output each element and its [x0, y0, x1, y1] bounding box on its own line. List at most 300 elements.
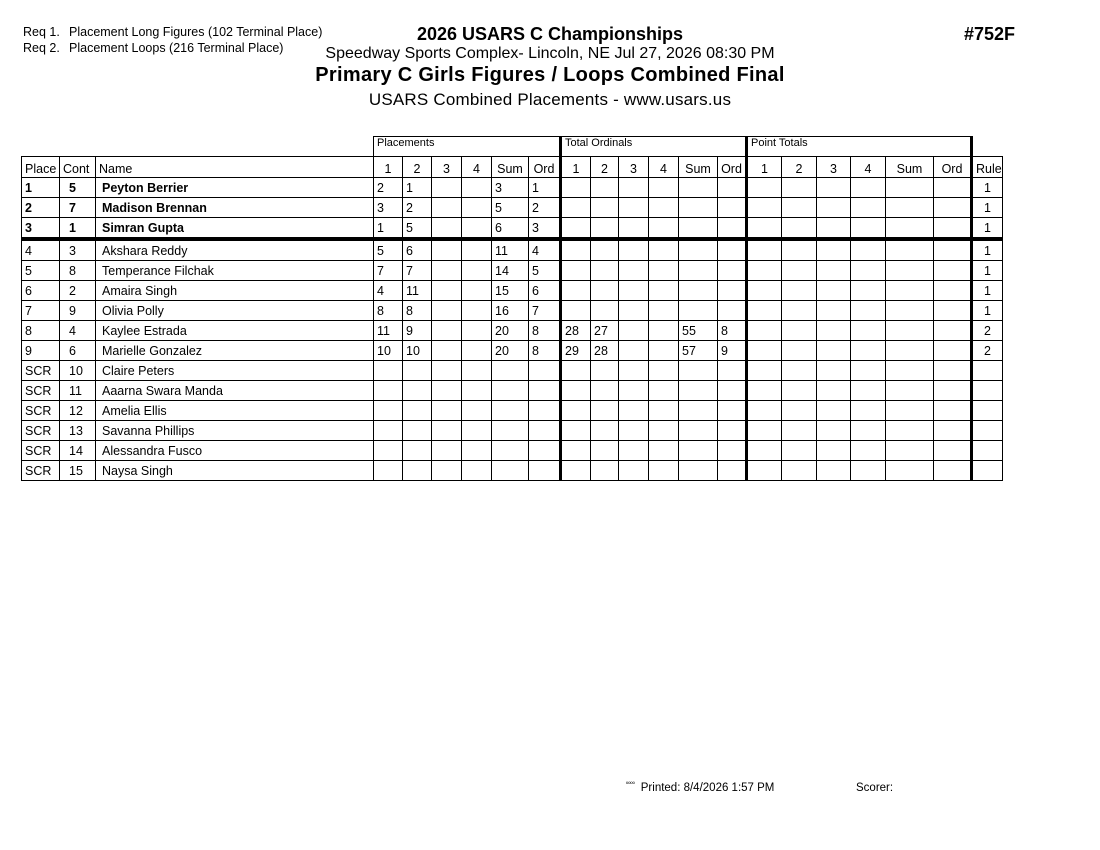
cell-points-3 — [817, 381, 851, 401]
cell-points-sum — [886, 441, 934, 461]
cell-placement-1 — [374, 401, 403, 421]
cell-placement-1 — [374, 461, 403, 481]
cell-points-sum — [886, 381, 934, 401]
cell-points-sum — [886, 178, 934, 198]
cell-points-4 — [851, 281, 886, 301]
cell-points-2 — [782, 421, 817, 441]
cell-points-1 — [747, 341, 782, 361]
cell-name: Olivia Polly — [96, 301, 374, 321]
cell-rule: 1 — [972, 218, 1003, 240]
cell-placement-ord: 5 — [529, 261, 561, 281]
cell-rule — [972, 361, 1003, 381]
cell-ordinal-1: 28 — [561, 321, 591, 341]
cell-points-sum — [886, 261, 934, 281]
cell-ordinal-4 — [649, 198, 679, 218]
cell-points-ord — [934, 441, 972, 461]
cell-placement-2: 10 — [403, 341, 432, 361]
cell-points-sum — [886, 239, 934, 261]
cell-points-1 — [747, 321, 782, 341]
cell-name: Savanna Phillips — [96, 421, 374, 441]
cell-placement-ord: 6 — [529, 281, 561, 301]
cell-placement-sum — [492, 441, 529, 461]
cell-ordinal-3 — [619, 281, 649, 301]
results-table — [21, 136, 1003, 481]
cell-points-3 — [817, 239, 851, 261]
group-header-row — [22, 137, 1003, 157]
cell-place: SCR — [22, 461, 60, 481]
cell-placement-ord — [529, 381, 561, 401]
cell-ordinal-sum — [679, 218, 718, 240]
cell-ordinal-1 — [561, 421, 591, 441]
cell-ordinal-4 — [649, 361, 679, 381]
cell-place: 7 — [22, 301, 60, 321]
cell-placement-sum: 14 — [492, 261, 529, 281]
cell-points-sum — [886, 321, 934, 341]
cell-placement-1 — [374, 421, 403, 441]
cell-ordinal-3 — [619, 261, 649, 281]
cell-points-1 — [747, 441, 782, 461]
event-number: #752F — [964, 24, 1016, 44]
cell-points-2 — [782, 198, 817, 218]
col-name: Name — [96, 157, 374, 178]
cell-place: SCR — [22, 381, 60, 401]
column-header-row — [22, 157, 1003, 178]
cell-cont: 4 — [60, 321, 96, 341]
cell-points-1 — [747, 361, 782, 381]
cell-placement-1: 7 — [374, 261, 403, 281]
col-ordinal-ord: Ord — [718, 157, 747, 178]
cell-ordinal-ord — [718, 421, 747, 441]
cell-ordinal-1 — [561, 178, 591, 198]
cell-placement-2 — [403, 381, 432, 401]
cell-points-3 — [817, 301, 851, 321]
cell-placement-1 — [374, 381, 403, 401]
col-ordinal-1: 1 — [561, 157, 591, 178]
cell-ordinal-sum — [679, 261, 718, 281]
cell-placement-4 — [462, 198, 492, 218]
cell-placement-3 — [432, 441, 462, 461]
cell-placement-sum: 5 — [492, 198, 529, 218]
cell-placement-sum — [492, 381, 529, 401]
cell-name: Naysa Singh — [96, 461, 374, 481]
cell-points-ord — [934, 261, 972, 281]
cell-name: Aaarna Swara Manda — [96, 381, 374, 401]
cell-placement-ord — [529, 441, 561, 461]
cell-points-3 — [817, 401, 851, 421]
cell-placement-4 — [462, 361, 492, 381]
cell-placement-1: 11 — [374, 321, 403, 341]
cell-ordinal-3 — [619, 421, 649, 441]
group-placements: Placements — [374, 137, 561, 157]
col-place: Place — [22, 157, 60, 178]
cell-placement-3 — [432, 301, 462, 321]
cell-ordinal-1: 29 — [561, 341, 591, 361]
cell-ordinal-2 — [591, 441, 619, 461]
cell-placement-sum — [492, 421, 529, 441]
cell-ordinal-ord — [718, 261, 747, 281]
col-ordinal-2: 2 — [591, 157, 619, 178]
cell-placement-2: 6 — [403, 239, 432, 261]
cell-ordinal-4 — [649, 421, 679, 441]
requirement-1-text: Placement Long Figures (102 Terminal Place) — [69, 25, 323, 39]
cell-ordinal-ord — [718, 281, 747, 301]
cell-points-2 — [782, 321, 817, 341]
cell-points-1 — [747, 301, 782, 321]
cell-ordinal-ord — [718, 239, 747, 261]
cell-name: Claire Peters — [96, 361, 374, 381]
cell-ordinal-3 — [619, 239, 649, 261]
cell-placement-3 — [432, 261, 462, 281]
table-row — [22, 361, 1003, 381]
col-points-sum: Sum — [886, 157, 934, 178]
cell-placement-1: 10 — [374, 341, 403, 361]
cell-points-sum — [886, 421, 934, 441]
cell-rule — [972, 421, 1003, 441]
cell-points-3 — [817, 341, 851, 361]
cell-placement-ord: 2 — [529, 198, 561, 218]
cell-cont: 15 — [60, 461, 96, 481]
cell-place: 2 — [22, 198, 60, 218]
col-placement-3: 3 — [432, 157, 462, 178]
cell-placement-sum: 3 — [492, 178, 529, 198]
scorer-label: Scorer: — [856, 782, 894, 794]
cell-place: SCR — [22, 361, 60, 381]
table-row — [22, 461, 1003, 481]
cell-placement-sum: 15 — [492, 281, 529, 301]
cell-ordinal-1 — [561, 361, 591, 381]
cell-points-ord — [934, 341, 972, 361]
cell-place: 9 — [22, 341, 60, 361]
cell-points-2 — [782, 281, 817, 301]
cell-placement-ord — [529, 361, 561, 381]
cell-placement-4 — [462, 441, 492, 461]
cell-points-ord — [934, 281, 972, 301]
cell-points-1 — [747, 381, 782, 401]
cell-ordinal-ord — [718, 361, 747, 381]
cell-points-ord — [934, 178, 972, 198]
cell-ordinal-2 — [591, 381, 619, 401]
col-placement-4: 4 — [462, 157, 492, 178]
col-ordinal-4: 4 — [649, 157, 679, 178]
cell-ordinal-sum — [679, 361, 718, 381]
cell-ordinal-2 — [591, 281, 619, 301]
cell-ordinal-3 — [619, 461, 649, 481]
cell-name: Peyton Berrier — [96, 178, 374, 198]
cell-ordinal-4 — [649, 281, 679, 301]
cell-placement-1: 2 — [374, 178, 403, 198]
cell-ordinal-4 — [649, 461, 679, 481]
cell-points-3 — [817, 441, 851, 461]
cell-points-4 — [851, 321, 886, 341]
requirement-2-tag: Req 2. — [23, 41, 60, 55]
cell-ordinal-sum — [679, 381, 718, 401]
cell-points-2 — [782, 341, 817, 361]
cell-points-ord — [934, 198, 972, 218]
cell-placement-3 — [432, 461, 462, 481]
cell-placement-sum — [492, 401, 529, 421]
cell-placement-4 — [462, 321, 492, 341]
cell-points-ord — [934, 361, 972, 381]
cell-placement-2: 7 — [403, 261, 432, 281]
table-row — [22, 341, 1003, 361]
cell-ordinal-ord — [718, 401, 747, 421]
cell-ordinal-ord — [718, 461, 747, 481]
col-points-2: 2 — [782, 157, 817, 178]
cell-placement-sum — [492, 361, 529, 381]
cell-rule: 1 — [972, 178, 1003, 198]
cell-ordinal-3 — [619, 441, 649, 461]
cell-ordinal-sum — [679, 178, 718, 198]
table-row — [22, 239, 1003, 261]
cell-ordinal-sum: 57 — [679, 341, 718, 361]
cell-ordinal-3 — [619, 321, 649, 341]
col-cont: Cont — [60, 157, 96, 178]
cell-place: 5 — [22, 261, 60, 281]
cell-ordinal-1 — [561, 198, 591, 218]
cell-cont: 12 — [60, 401, 96, 421]
cell-ordinal-3 — [619, 218, 649, 240]
cell-placement-ord — [529, 421, 561, 441]
cell-ordinal-sum — [679, 301, 718, 321]
cell-ordinal-2 — [591, 198, 619, 218]
printed-stamp — [626, 782, 774, 794]
cell-placement-2: 9 — [403, 321, 432, 341]
cell-rule: 1 — [972, 261, 1003, 281]
cell-ordinal-4 — [649, 218, 679, 240]
cell-placement-2 — [403, 401, 432, 421]
cell-points-sum — [886, 218, 934, 240]
cell-cont: 8 — [60, 261, 96, 281]
event-title: Primary C Girls Figures / Loops Combined Final — [315, 64, 785, 86]
cell-ordinal-2 — [591, 361, 619, 381]
cell-points-sum — [886, 361, 934, 381]
col-points-4: 4 — [851, 157, 886, 178]
cell-cont: 11 — [60, 381, 96, 401]
cell-points-4 — [851, 198, 886, 218]
cell-placement-4 — [462, 239, 492, 261]
col-points-ord: Ord — [934, 157, 972, 178]
cell-points-3 — [817, 361, 851, 381]
col-placement-sum: Sum — [492, 157, 529, 178]
cell-points-1 — [747, 421, 782, 441]
cell-points-4 — [851, 239, 886, 261]
cell-ordinal-3 — [619, 178, 649, 198]
cell-placement-ord: 3 — [529, 218, 561, 240]
cell-points-4 — [851, 178, 886, 198]
cell-points-ord — [934, 401, 972, 421]
cell-placement-3 — [432, 381, 462, 401]
cell-placement-ord — [529, 401, 561, 421]
cell-points-ord — [934, 461, 972, 481]
cell-name: Temperance Filchak — [96, 261, 374, 281]
cell-ordinal-3 — [619, 301, 649, 321]
cell-placement-4 — [462, 421, 492, 441]
cell-placement-1 — [374, 361, 403, 381]
cell-cont: 10 — [60, 361, 96, 381]
cell-placement-4 — [462, 341, 492, 361]
cell-points-sum — [886, 198, 934, 218]
cell-rule: 2 — [972, 321, 1003, 341]
col-rule: Rule — [972, 157, 1003, 178]
cell-placement-4 — [462, 178, 492, 198]
cell-placement-2: 8 — [403, 301, 432, 321]
cell-points-2 — [782, 178, 817, 198]
cell-ordinal-ord — [718, 381, 747, 401]
cell-placement-2: 11 — [403, 281, 432, 301]
cell-points-4 — [851, 381, 886, 401]
cell-ordinal-2: 28 — [591, 341, 619, 361]
cell-ordinal-1 — [561, 301, 591, 321]
cell-points-1 — [747, 178, 782, 198]
cell-placement-4 — [462, 281, 492, 301]
venue-line: Speedway Sports Complex- Lincoln, NE Jul 27, 2026 08:30 PM — [325, 45, 775, 62]
cell-ordinal-4 — [649, 441, 679, 461]
cell-ordinal-1 — [561, 381, 591, 401]
cell-place: 6 — [22, 281, 60, 301]
cell-ordinal-4 — [649, 261, 679, 281]
cell-placement-1: 8 — [374, 301, 403, 321]
table-row — [22, 281, 1003, 301]
cell-cont: 13 — [60, 421, 96, 441]
cell-placement-ord — [529, 461, 561, 481]
cell-ordinal-2: 27 — [591, 321, 619, 341]
cell-points-1 — [747, 281, 782, 301]
cell-points-3 — [817, 261, 851, 281]
cell-placement-sum: 6 — [492, 218, 529, 240]
table-row — [22, 301, 1003, 321]
cell-points-3 — [817, 198, 851, 218]
cell-points-ord — [934, 239, 972, 261]
cell-points-2 — [782, 239, 817, 261]
cell-points-ord — [934, 321, 972, 341]
cell-rule: 1 — [972, 281, 1003, 301]
requirement-1-tag: Req 1. — [23, 25, 60, 39]
cell-placement-2 — [403, 461, 432, 481]
cell-ordinal-3 — [619, 198, 649, 218]
printed-text: Printed: 8/4/2026 1:57 PM — [640, 782, 775, 794]
cell-points-1 — [747, 401, 782, 421]
cell-placement-3 — [432, 198, 462, 218]
cell-placement-ord: 7 — [529, 301, 561, 321]
cell-ordinal-3 — [619, 381, 649, 401]
cell-placement-4 — [462, 218, 492, 240]
cell-placement-sum: 16 — [492, 301, 529, 321]
table-row — [22, 178, 1003, 198]
cell-placement-1: 5 — [374, 239, 403, 261]
cell-name: Akshara Reddy — [96, 239, 374, 261]
printed-code: ºººº — [626, 782, 635, 788]
cell-ordinal-2 — [591, 461, 619, 481]
cell-rule — [972, 401, 1003, 421]
cell-points-3 — [817, 461, 851, 481]
cell-points-3 — [817, 218, 851, 240]
cell-placement-ord: 1 — [529, 178, 561, 198]
cell-placement-3 — [432, 239, 462, 261]
cell-ordinal-sum — [679, 281, 718, 301]
cell-placement-1: 1 — [374, 218, 403, 240]
cell-ordinal-1 — [561, 441, 591, 461]
cell-points-3 — [817, 321, 851, 341]
cell-placement-2 — [403, 441, 432, 461]
cell-name: Alessandra Fusco — [96, 441, 374, 461]
cell-placement-sum: 20 — [492, 341, 529, 361]
cell-points-3 — [817, 178, 851, 198]
cell-ordinal-3 — [619, 361, 649, 381]
cell-ordinal-ord: 9 — [718, 341, 747, 361]
cell-placement-1 — [374, 441, 403, 461]
cell-points-4 — [851, 401, 886, 421]
cell-ordinal-4 — [649, 178, 679, 198]
col-ordinal-sum: Sum — [679, 157, 718, 178]
cell-placement-3 — [432, 361, 462, 381]
cell-placement-4 — [462, 401, 492, 421]
cell-ordinal-ord: 8 — [718, 321, 747, 341]
cell-ordinal-2 — [591, 401, 619, 421]
cell-ordinal-4 — [649, 301, 679, 321]
table-row — [22, 441, 1003, 461]
cell-points-4 — [851, 341, 886, 361]
cell-ordinal-1 — [561, 239, 591, 261]
cell-placement-3 — [432, 401, 462, 421]
cell-points-1 — [747, 198, 782, 218]
cell-name: Amaira Singh — [96, 281, 374, 301]
cell-rule — [972, 461, 1003, 481]
table-row — [22, 401, 1003, 421]
cell-ordinal-4 — [649, 341, 679, 361]
table-row — [22, 421, 1003, 441]
cell-ordinal-2 — [591, 301, 619, 321]
cell-placement-2 — [403, 361, 432, 381]
cell-points-sum — [886, 401, 934, 421]
cell-ordinal-4 — [649, 239, 679, 261]
col-points-3: 3 — [817, 157, 851, 178]
cell-ordinal-4 — [649, 401, 679, 421]
cell-place: 4 — [22, 239, 60, 261]
cell-points-2 — [782, 261, 817, 281]
cell-points-ord — [934, 218, 972, 240]
cell-rule: 1 — [972, 301, 1003, 321]
cell-ordinal-ord — [718, 218, 747, 240]
cell-points-3 — [817, 281, 851, 301]
cell-placement-3 — [432, 178, 462, 198]
cell-rule: 1 — [972, 198, 1003, 218]
cell-name: Marielle Gonzalez — [96, 341, 374, 361]
cell-ordinal-sum: 55 — [679, 321, 718, 341]
cell-points-2 — [782, 441, 817, 461]
cell-ordinal-sum — [679, 461, 718, 481]
cell-points-4 — [851, 301, 886, 321]
cell-placement-1: 3 — [374, 198, 403, 218]
cell-cont: 1 — [60, 218, 96, 240]
cell-points-ord — [934, 421, 972, 441]
cell-points-1 — [747, 239, 782, 261]
cell-ordinal-ord — [718, 178, 747, 198]
cell-ordinal-1 — [561, 218, 591, 240]
cell-points-1 — [747, 461, 782, 481]
cell-points-sum — [886, 341, 934, 361]
cell-cont: 7 — [60, 198, 96, 218]
cell-place: 8 — [22, 321, 60, 341]
cell-placement-3 — [432, 281, 462, 301]
cell-ordinal-1 — [561, 461, 591, 481]
table-row — [22, 321, 1003, 341]
cell-placement-ord: 4 — [529, 239, 561, 261]
cell-points-ord — [934, 301, 972, 321]
cell-points-2 — [782, 361, 817, 381]
cell-name: Kaylee Estrada — [96, 321, 374, 341]
col-placement-1: 1 — [374, 157, 403, 178]
group-total-ordinals: Total Ordinals — [561, 137, 747, 157]
